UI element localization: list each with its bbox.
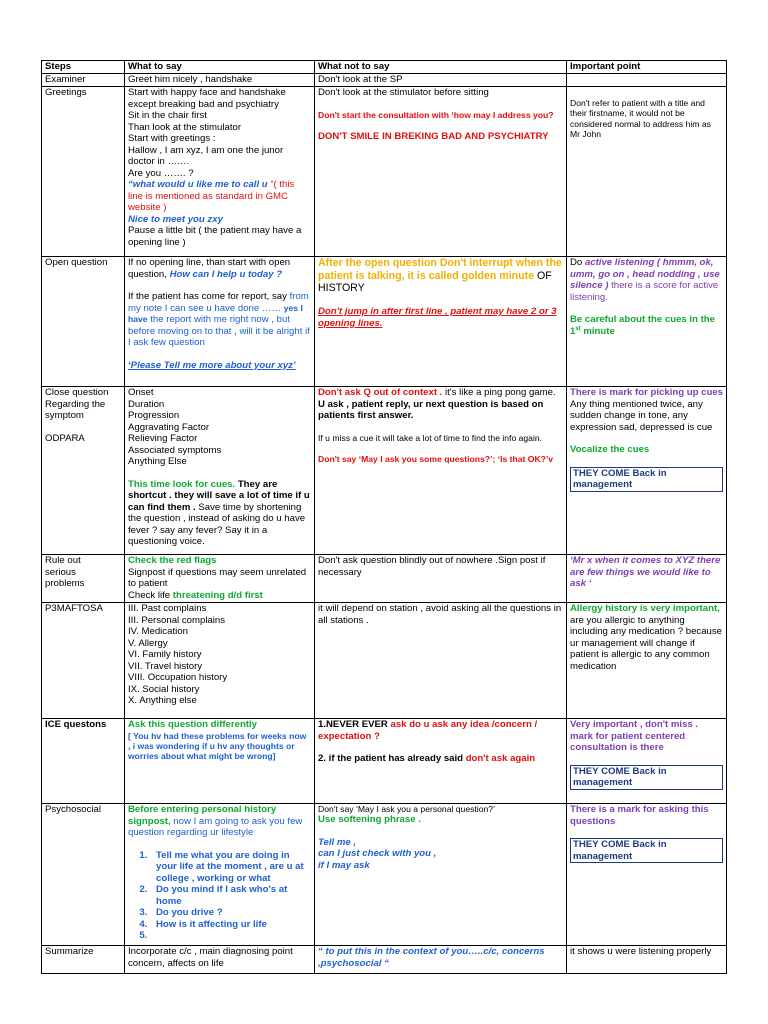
say-summarize: Incorporate c/c , main diagnosing point concern, affects on life — [125, 946, 315, 974]
row-examiner — [42, 74, 727, 87]
notsay-rule-out: Don't ask question blindly out of nowhere .Sign post if necessary — [315, 555, 567, 603]
row-p3maftosa — [42, 603, 727, 719]
step-examiner: Examiner — [42, 74, 125, 87]
row-rule-out — [42, 555, 727, 603]
important-summarize: it shows u were listening properly — [567, 946, 727, 974]
management-box: THEY COME Back in management — [570, 765, 723, 790]
important-ice: Very important , don't miss . mark for patient centered consultation is there THEY COME Back in management — [567, 719, 727, 804]
step-close-question: Close question Regarding the symptom ODPARA — [42, 387, 125, 555]
row-open-question — [42, 257, 727, 387]
notsay-close-question: Don't ask Q out of context . it's like a ping pong game. U ask , patient reply, ur next question is based on patients first answer. If u miss a cue it will take a lot of time to find the info again. Don't say ‘May I ask you some questions?’; ‘Is that OK?’v — [315, 387, 567, 555]
header-important-point: Important point — [567, 61, 727, 74]
history-taking-table — [41, 60, 727, 974]
say-psychosocial: Before entering personal history signpost, now I am going to ask you few question regarding ur lifestyle 1. Tell me what you are doing in your life at the moment , are u at college , working or what 2. Do you mind if I ask who's at home 3. Do you drive ? 4. How is it affecting ur life 5. — [125, 804, 315, 946]
important-open-question: Do active listening ( hmmm, ok, umm, go on , head nodding , use silence ) there is a score for active listening. Be careful about the cues in the 1st minute — [567, 257, 727, 387]
header-what-not-to-say: What not to say — [315, 61, 567, 74]
step-psychosocial: Psychosocial — [42, 804, 125, 946]
important-p3maftosa: Allergy history is very important, are you allergic to anything including any medication ? because ur management will change if patient is allergic to any common medication — [567, 603, 727, 719]
notsay-p3maftosa: it will depend on station , avoid asking all the questions in all stations . — [315, 603, 567, 719]
notsay-examiner: Don't look at the SP — [315, 74, 567, 87]
notsay-ice: 1.NEVER EVER ask do u ask any idea /concern / expectation ? 2. if the patient has already said don't ask again — [315, 719, 567, 804]
say-close-question: Onset Duration Progression Aggravating Factor Relieving Factor Associated symptoms Anything Else This time look for cues. They are shortcut . they will save a lot of time if u can find them . Save time by shortening the question , instead of asking do u have fever ? say any fever? Say it in a questioning voice. — [125, 387, 315, 555]
row-ice — [42, 719, 727, 804]
notsay-open-question: After the open question Don't interrupt when the patient is talking, it is called golden minute OF HISTORY Don't jump in after first line , patient may have 2 or 3 opening lines. — [315, 257, 567, 387]
psychosocial-question-list: 1. Tell me what you are doing in your life at the moment , are u at college , working or what 2. Do you mind if I ask who's at home 3. Do you drive ? 4. How is it affecting ur life 5. — [128, 850, 311, 942]
important-psychosocial: There is a mark for asking this questions THEY COME Back in management — [567, 804, 727, 946]
step-rule-out: Rule out serious problems — [42, 555, 125, 603]
row-summarize — [42, 946, 727, 974]
important-greetings: Don't refer to patient with a title and their firstname, it would not be considered normal to address him as Mr John — [567, 87, 727, 257]
notsay-summarize: “ to put this in the context of you…..c/c, concerns ,psychosocial “ — [315, 946, 567, 974]
step-ice: ICE questons — [42, 719, 125, 804]
step-summarize: Summarize — [42, 946, 125, 974]
header-what-to-say: What to say — [125, 61, 315, 74]
notsay-psychosocial: Don't say ‘May I ask you a personal question?’ Use softening phrase . Tell me , can I just check with you , if I may ask — [315, 804, 567, 946]
say-examiner: Greet him nicely , handshake — [125, 74, 315, 87]
say-open-question: If no opening line, than start with open question, How can I help u today ? If the patient has come for report, say from my note I can see u have done …… yes I have the report with me right now , but before moving on to that , will it be alright if I ask few question ‘Please Tell me more about your xyz’ — [125, 257, 315, 387]
row-close-question — [42, 387, 727, 555]
management-box: THEY COME Back in management — [570, 838, 723, 863]
step-p3maftosa: P3MAFTOSA — [42, 603, 125, 719]
notsay-greetings: Don't look at the stimulator before sitting Don't start the consultation with ‘how may I address you? DON'T SMILE IN BREKING BAD AND PSYCHIATRY — [315, 87, 567, 257]
greeting-quote: “what would u like me to call u — [128, 179, 268, 190]
row-psychosocial — [42, 804, 727, 946]
header-row — [42, 61, 727, 74]
step-open-question: Open question — [42, 257, 125, 387]
say-greetings: Start with happy face and handshake except breaking bad and psychiatry Sit in the chair first Than look at the stimulator Start with greetings : Hallow , I am xyz, I am one the junor doctor in ……. Are you ……. ? “what would u like me to call u “( this line is mentioned as standard in GMC website ) Nice to meet you zxy Pause a little bit ( the patient may have a opening line ) — [125, 87, 315, 257]
management-box: THEY COME Back in management — [570, 467, 723, 492]
say-p3maftosa: III. Past complains III. Personal complains IV. Medication V. Allergy VI. Family history VII. Travel history VIII. Occupation history IX. Social history X. Anything else — [125, 603, 315, 719]
row-greetings — [42, 87, 727, 257]
step-greetings: Greetings — [42, 87, 125, 257]
important-close-question: There is mark for picking up cues Any thing mentioned twice, any sudden change in tone, any expression sad, depressed is cue Vocalize the cues THEY COME Back in management — [567, 387, 727, 555]
header-steps: Steps — [42, 61, 125, 74]
say-rule-out: Check the red flags Signpost if questions may seem unrelated to patient Check life threatening d/d first — [125, 555, 315, 603]
important-rule-out: ‘Mr x when it comes to XYZ there are few things we would like to ask ‘ — [567, 555, 727, 603]
say-ice: Ask this question differently [ You hv had these problems for weeks now , i was wondering if u hv any thoughts or worries about what might be wrong] — [125, 719, 315, 804]
